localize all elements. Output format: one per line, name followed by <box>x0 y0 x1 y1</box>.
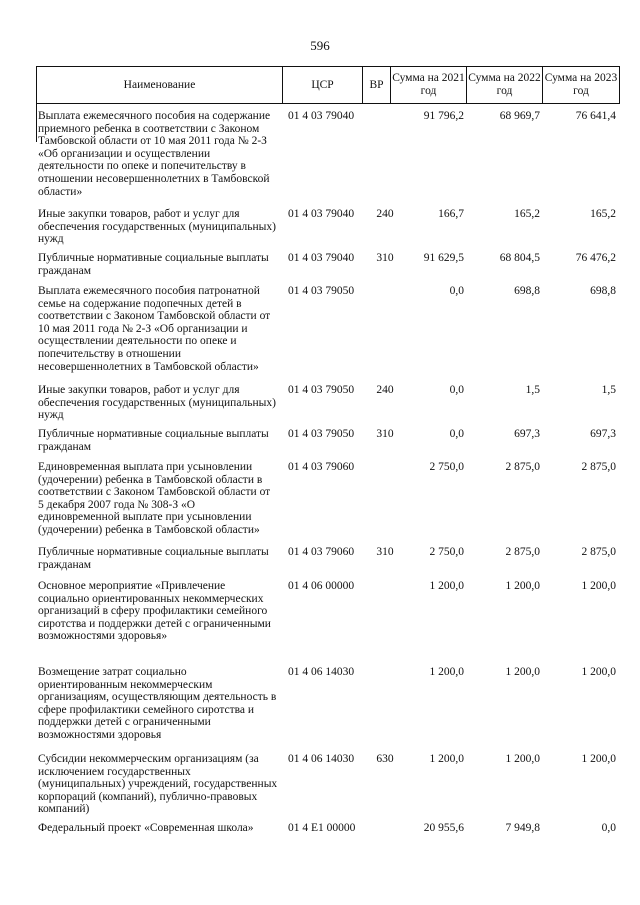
row-sum-2022: 1,5 <box>525 384 540 396</box>
row-vr: 240 <box>376 384 394 396</box>
table-header <box>36 66 620 104</box>
row-csr: 01 4 03 79050 <box>288 428 355 440</box>
row-sum-2023: 698,8 <box>590 285 616 297</box>
row-sum-2022: 68 969,7 <box>499 110 540 122</box>
row-sum-2021: 91 796,2 <box>423 110 464 122</box>
row-sum-2021: 0,0 <box>449 285 464 297</box>
row-vr: 630 <box>376 753 394 765</box>
row-name: Субсидии некоммерческим организациям (за исключением государственных (муниципальных) учреждений, государственных корпораций (компаний), публично-правовых компаний) <box>38 753 278 816</box>
row-sum-2022: 697,3 <box>514 428 540 440</box>
row-sum-2023: 2 875,0 <box>581 546 616 558</box>
header-csr: ЦСР <box>283 67 363 103</box>
row-sum-2023: 2 875,0 <box>581 461 616 473</box>
row-sum-2023: 76 641,4 <box>575 110 616 122</box>
row-csr: 01 4 03 79040 <box>288 110 355 122</box>
row-sum-2021: 0,0 <box>449 428 464 440</box>
row-csr: 01 4 06 14030 <box>288 666 355 678</box>
row-vr: 240 <box>376 208 394 220</box>
row-sum-2021: 1 200,0 <box>429 580 464 592</box>
header-vr: ВР <box>363 67 391 103</box>
row-sum-2021: 1 200,0 <box>429 666 464 678</box>
row-sum-2023: 1,5 <box>601 384 616 396</box>
row-sum-2023: 0,0 <box>601 822 616 834</box>
row-csr: 01 4 E1 00000 <box>288 822 356 834</box>
row-sum-2021: 20 955,6 <box>423 822 464 834</box>
row-sum-2021: 91 629,5 <box>423 252 464 264</box>
row-name: Возмещение затрат социально ориентированным некоммерческим организациям, осуществляющим деятельность в сфере профилактики семейного сиротства и поддержки детей с ограниченными возможностями здоровья <box>38 666 277 741</box>
column-divider <box>36 102 37 142</box>
page-number: 596 <box>310 38 330 53</box>
row-sum-2023: 697,3 <box>590 428 616 440</box>
row-sum-2021: 2 750,0 <box>429 546 464 558</box>
row-sum-2023: 1 200,0 <box>581 753 616 765</box>
row-name: Единовременная выплата при усыновлении (удочерении) ребенка в Тамбовской области в соответствии с Законом Тамбовской области от 5 декабря 2007 года № 308-З «О единовременной выплате при усыновлении (удочерении) ребенка в Тамбовской области» <box>38 461 271 536</box>
row-name: Выплата ежемесячного пособия на содержание приемного ребенка в соответствии с Законом Тамбовской области от 10 мая 2011 года № 2-З «Об организации и осуществлении деятельности по опеке и попечительству в отношении несовершеннолетних в Тамбовской области» <box>38 110 271 198</box>
row-vr: 310 <box>376 546 394 558</box>
row-sum-2022: 165,2 <box>514 208 540 220</box>
row-sum-2023: 76 476,2 <box>575 252 616 264</box>
row-csr: 01 4 03 79060 <box>288 461 355 473</box>
row-sum-2022: 698,8 <box>514 285 540 297</box>
row-csr: 01 4 06 00000 <box>288 580 355 592</box>
row-name: Основное мероприятие «Привлечение социально ориентированных некоммерческих организаций в сферу профилактики семейного сиротства и поддержки детей с ограниченными возможностями здоровья» <box>38 580 271 643</box>
row-csr: 01 4 06 14030 <box>288 753 355 765</box>
row-csr: 01 4 03 79040 <box>288 208 355 220</box>
row-sum-2022: 1 200,0 <box>505 666 540 678</box>
row-name: Публичные нормативные социальные выплаты гражданам <box>38 546 269 571</box>
row-csr: 01 4 03 79060 <box>288 546 355 558</box>
row-csr: 01 4 03 79040 <box>288 252 355 264</box>
row-sum-2021: 0,0 <box>449 384 464 396</box>
row-sum-2021: 2 750,0 <box>429 461 464 473</box>
row-sum-2022: 1 200,0 <box>505 753 540 765</box>
row-sum-2023: 165,2 <box>590 208 616 220</box>
row-sum-2023: 1 200,0 <box>581 666 616 678</box>
row-csr: 01 4 03 79050 <box>288 285 355 297</box>
row-name: Выплата ежемесячного пособия патронатной семье на содержание подопечных детей в соответствии с Законом Тамбовской области от 10 мая 2011 года № 2-З «Об организации и осуществлении деятельности по опеке и попечительству в отношении несовершеннолетних в Тамбовской области» <box>38 285 271 373</box>
row-name: Федеральный проект «Современная школа» <box>38 822 254 834</box>
row-name: Публичные нормативные социальные выплаты гражданам <box>38 252 269 277</box>
header-sum-2022: Сумма на 2022 год <box>467 67 543 103</box>
row-sum-2022: 7 949,8 <box>505 822 540 834</box>
row-sum-2023: 1 200,0 <box>581 580 616 592</box>
row-name: Иные закупки товаров, работ и услуг для обеспечения государственных (муниципальных) нужд <box>38 208 276 246</box>
row-vr: 310 <box>376 428 394 440</box>
header-sum-2021: Сумма на 2021 год <box>391 67 467 103</box>
row-name: Публичные нормативные социальные выплаты гражданам <box>38 428 269 453</box>
row-vr: 310 <box>376 252 394 264</box>
row-sum-2021: 1 200,0 <box>429 753 464 765</box>
row-sum-2022: 2 875,0 <box>505 546 540 558</box>
row-sum-2022: 2 875,0 <box>505 461 540 473</box>
row-sum-2022: 68 804,5 <box>499 252 540 264</box>
row-sum-2022: 1 200,0 <box>505 580 540 592</box>
header-sum-2023: Сумма на 2023 год <box>544 72 618 97</box>
row-name: Иные закупки товаров, работ и услуг для обеспечения государственных (муниципальных) нужд <box>38 384 276 422</box>
row-csr: 01 4 03 79050 <box>288 384 355 396</box>
row-sum-2021: 166,7 <box>438 208 464 220</box>
header-name: Наименование <box>37 67 283 103</box>
